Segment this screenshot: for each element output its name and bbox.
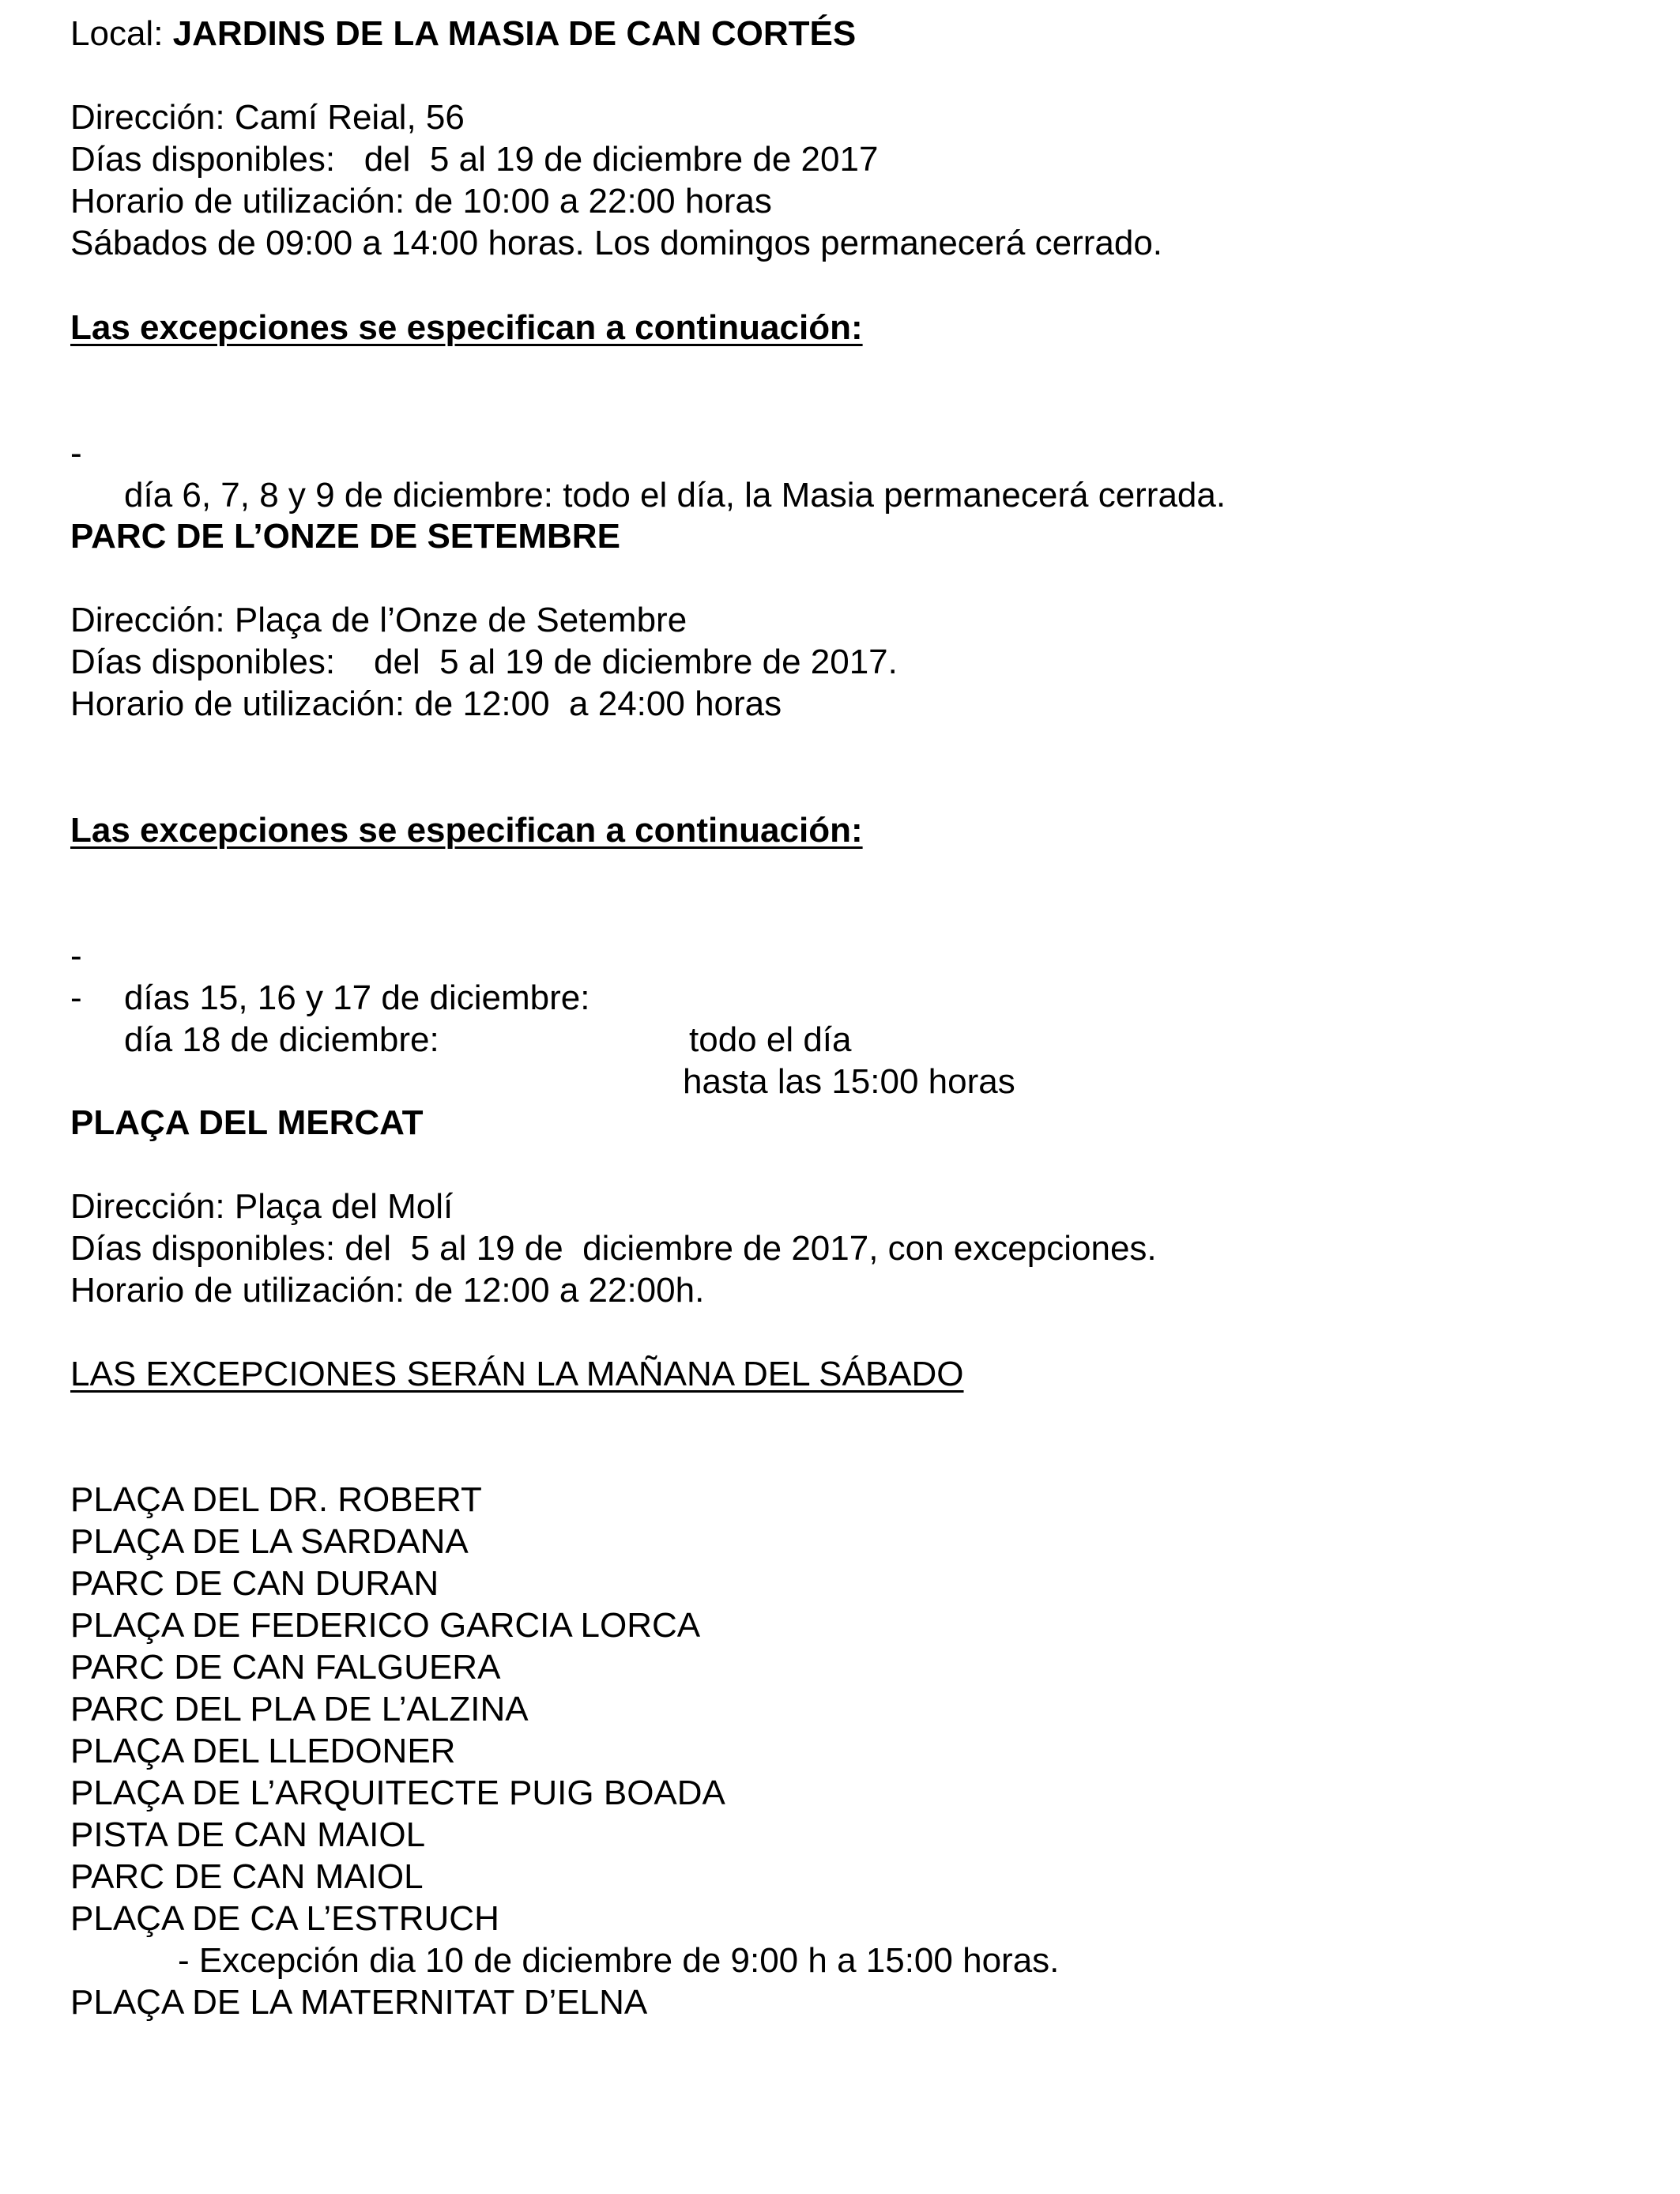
section2-exception-item xyxy=(70,935,1572,1103)
place-item: PARC DE CAN FALGUERA xyxy=(70,1648,501,1687)
place-item: PLAÇA DE L’ARQUITECTE PUIG BOADA xyxy=(70,1774,725,1812)
list-dash: - xyxy=(70,937,82,975)
section3-days: Días disponibles: del 5 al 19 de diciembre de 2017, con excepciones. xyxy=(70,1229,1157,1268)
section2-exceptions-heading: Las excepciones se especifican a continuación: xyxy=(70,811,863,850)
section3-hours: Horario de utilización: de 12:00 a 22:00h. xyxy=(70,1271,705,1310)
section3-address: Dirección: Plaça del Molí xyxy=(70,1187,454,1226)
place-item: PARC DEL PLA DE L’ALZINA xyxy=(70,1690,529,1728)
exception-detail: todo el día xyxy=(689,1020,852,1059)
section1-heading xyxy=(70,13,856,55)
place-item: PLAÇA DE CA L’ESTRUCH xyxy=(70,1899,499,1938)
exception-text: día 6, 7, 8 y 9 de diciembre: todo el día, la Masia permanecerá cerrada. xyxy=(124,476,1226,515)
section2-hours: Horario de utilización: de 12:00 a 24:00 horas xyxy=(70,684,782,723)
section3-exceptions-note: LAS EXCEPCIONES SERÁN LA MAÑANA DEL SÁBADO xyxy=(70,1355,964,1393)
exception-text: día 18 de diciembre: xyxy=(124,1020,439,1059)
exception-detail: hasta las 15:00 horas xyxy=(683,1062,1015,1101)
section2-title: PARC DE L’ONZE DE SETEMBRE xyxy=(70,517,620,556)
section1-hours: Horario de utilización: de 10:00 a 22:00 horas xyxy=(70,182,772,221)
list-dash: - xyxy=(70,978,82,1017)
section3-title: PLAÇA DEL MERCAT xyxy=(70,1103,424,1142)
place-item: PLAÇA DE FEDERICO GARCIA LORCA xyxy=(70,1606,701,1645)
section2-days: Días disponibles: del 5 al 19 de diciembre de 2017. xyxy=(70,643,898,681)
place-item: PISTA DE CAN MAIOL xyxy=(70,1815,426,1854)
section1-saturday: Sábados de 09:00 a 14:00 horas. Los domingos permanecerá cerrado. xyxy=(70,224,1163,262)
place-item: PLAÇA DE LA SARDANA xyxy=(70,1522,469,1561)
section1-exceptions-heading: Las excepciones se especifican a continuación: xyxy=(70,308,863,347)
place-item: PARC DE CAN DURAN xyxy=(70,1564,439,1603)
section2-address: Dirección: Plaça de l’Onze de Setembre xyxy=(70,601,687,639)
section1-days: Días disponibles: del 5 al 19 de diciembre de 2017 xyxy=(70,140,879,179)
section1-address: Dirección: Camí Reial, 56 xyxy=(70,98,465,137)
exception-text: días 15, 16 y 17 de diciembre: xyxy=(124,978,590,1017)
section1-title: JARDINS DE LA MASIA DE CAN CORTÉS xyxy=(172,14,857,53)
local-label: Local: xyxy=(70,14,173,53)
place-item: PLAÇA DEL DR. ROBERT xyxy=(70,1480,482,1519)
place-item: PARC DE CAN MAIOL xyxy=(70,1857,424,1896)
place-item-last: PLAÇA DE LA MATERNITAT D’ELNA xyxy=(70,1983,648,2022)
section1-exception-item xyxy=(70,390,1572,516)
place-exception: - Excepción dia 10 de diciembre de 9:00 h a 15:00 horas. xyxy=(178,1941,1060,1980)
list-dash: - xyxy=(70,434,82,473)
place-item: PLAÇA DEL LLEDONER xyxy=(70,1732,456,1770)
